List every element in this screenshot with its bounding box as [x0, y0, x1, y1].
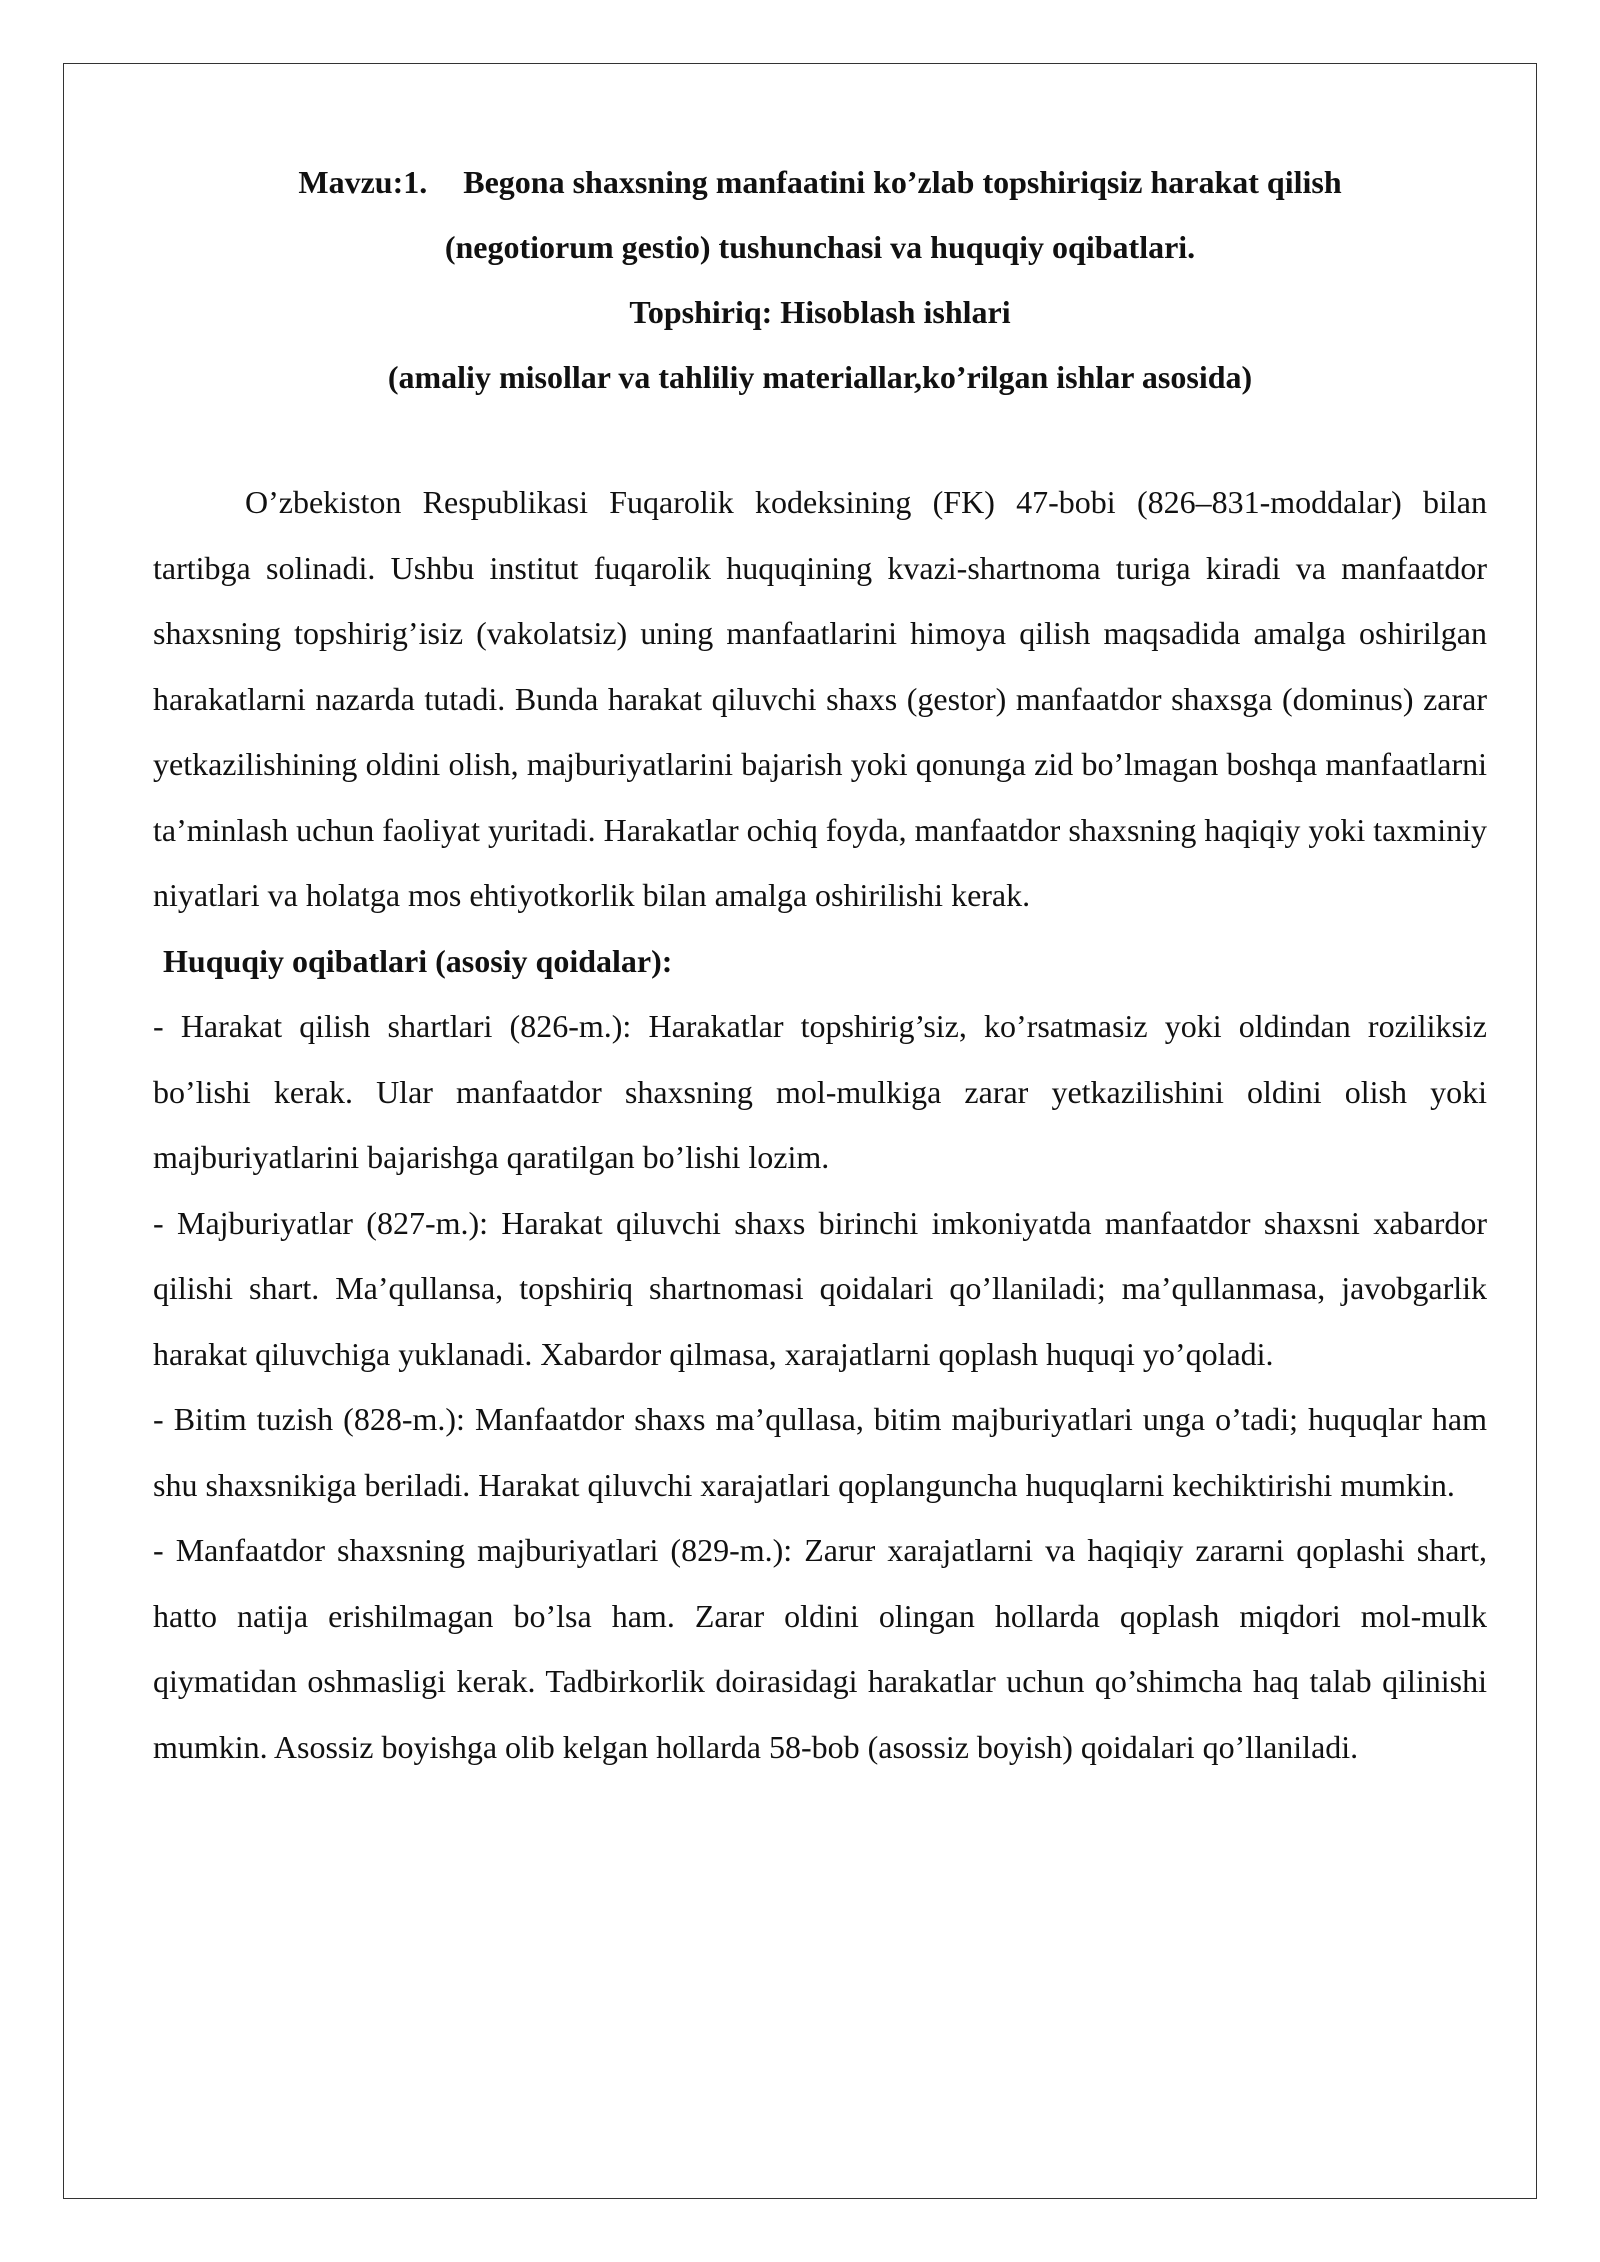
- assignment-title: Topshiriq: Hisoblash ishlari: [629, 294, 1011, 330]
- list-item-826: - Harakat qilish shartlari (826-m.): Harakatlar topshirig’siz, ko’rsatmasiz yoki oldindan roziliksiz bo’lishi kerak. Ular manfaatdor shaxsning mol-mulkiga zarar yetkazilishini oldini olish yoki majburiyatlarini bajarishga qaratilgan bo’lishi lozim.: [153, 1008, 1487, 1175]
- list-item-828: - Bitim tuzish (828-m.): Manfaatdor shaxs ma’qullasa, bitim majburiyatlari unga o’tadi; huquqlar ham shu shaxsnikiga beriladi. Harakat qiluvchi xarajatlari qoplanguncha huquqlarni kechiktirishi mumkin.: [153, 1401, 1487, 1503]
- list-item-827: - Majburiyatlar (827-m.): Harakat qiluvchi shaxs birinchi imkoniyatda manfaatdor shaxsni xabardor qilishi shart. Ma’qullansa, topshiriq shartnomasi qoidalari qo’llaniladi; ma’qullanmasa, javobgarlik harakat qiluvchiga yuklanadi. Xabardor qilmasa, xarajatlarni qoplash huquqi yo’qoladi.: [153, 1204, 1487, 1372]
- topic-title: Begona shaxsning manfaatini ko’zlab topshiriqsiz harakat qilish: [463, 164, 1342, 200]
- intro-paragraph: O’zbekiston Respublikasi Fuqarolik kodeksining (FK) 47-bobi (826–831-moddalar) bilan tartibga solinadi. Ushbu institut fuqarolik huquqining kvazi-shartnoma turiga kiradi va manfaatdor shaxsning topshirig’isiz (vakolatsiz) uning manfaatlarini himoya qilish maqsadida amalga oshirilgan harakatlarni nazarda tutadi. Bunda harakat qiluvchi shaxs (gestor) manfaatdor shaxsga (dominus) zarar yetkazilishining oldini olish, majburiyatlarini bajarish yoki qonunga zid bo’lmagan boshqa manfaatlarni ta’minlash uchun faoliyat yuritadi. Harakatlar ochiq foyda, manfaatdor shaxsning haqiqiy yoki taxminiy niyatlari va holatga mos ehtiyotkorlik bilan amalga oshirilishi kerak.: [153, 484, 1487, 913]
- assignment-subtitle: (amaliy misollar va tahliliy materiallar,ko’rilgan ishlar asosida): [387, 359, 1253, 395]
- section-heading: Huquqiy oqibatlari (asosiy qoidalar):: [163, 942, 673, 979]
- header-line-2: (negotiorum gestio) tushunchasi va huquqiy oqibatlari.: [444, 229, 1196, 265]
- document-content: [153, 150, 1487, 1780]
- header-spacer: [153, 410, 1487, 470]
- topic-number: Mavzu:1.: [298, 164, 428, 200]
- list-item-829: - Manfaatdor shaxsning majburiyatlari (829-m.): Zarur xarajatlarni va haqiqiy zararni qoplashi shart, hatto natija erishilmagan bo’lsa ham. Zarar oldini olingan hollarda qoplash miqdori mol-mulk qiymatidan oshmasligi kerak. Tadbirkorlik doirasidagi harakatlar uchun qo’shimcha haq talab qilinishi mumkin. Asossiz boyishga olib kelgan hollarda 58-bob (asossiz boyish) qoidalari qo’llaniladi.: [153, 1532, 1487, 1765]
- header-line-1: [153, 150, 1487, 215]
- document-header: [153, 150, 1487, 410]
